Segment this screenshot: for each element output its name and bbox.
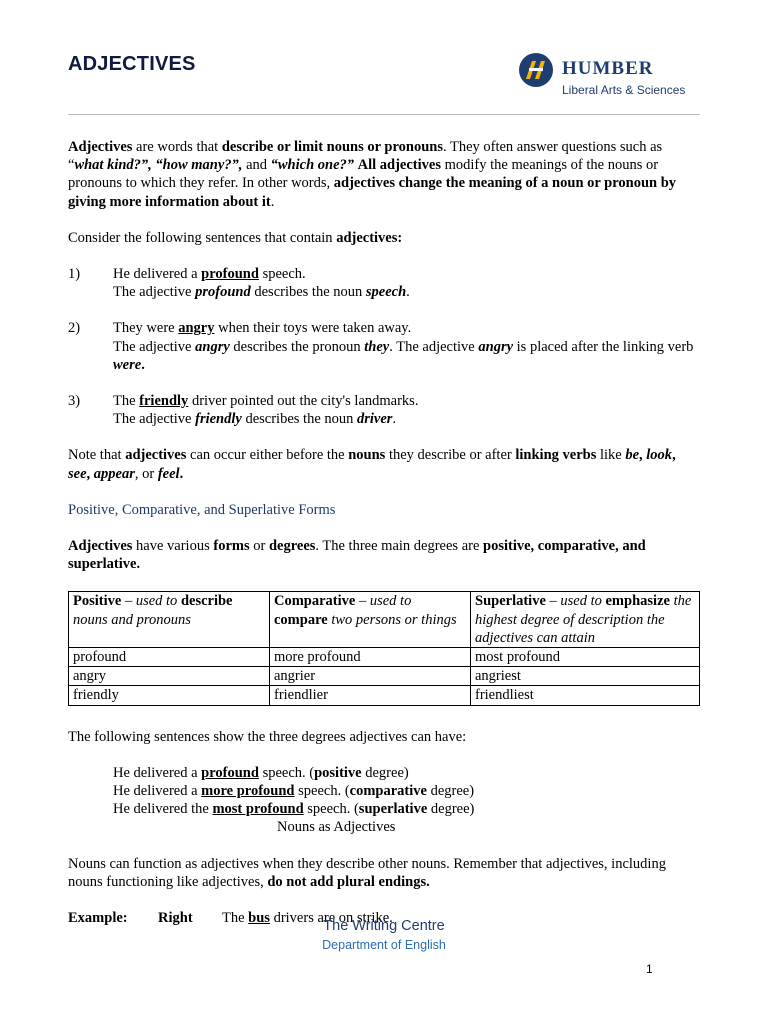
header-positive: Positive – used to describe nouns and pronouns [69, 592, 270, 648]
table-row [69, 686, 700, 705]
intro-paragraph: Adjectives are words that describe or limit nouns or pronouns. They often answer questions such as “what kind?”, “how many?”, and “which one?” All adjectives modify the meanings of the nouns or pronouns to which they refer. In other words, adjectives change the meaning of a noun or pronoun by giving more information about it. [68, 139, 677, 210]
table-cell: most profound [471, 648, 700, 667]
consider-line: Consider the following sentences that contain adjectives: [68, 229, 403, 246]
logo-subtitle: Liberal Arts & Sciences [562, 83, 686, 97]
degree-example-comparative: He delivered a more profound speech. (comparative degree) [113, 783, 475, 800]
table-cell: profound [69, 648, 270, 667]
footer-department: Department of English [322, 938, 446, 952]
footer-writing-centre: The Writing Centre [323, 918, 445, 934]
example-2: 2) They were angry when their toys were taken away. The adjective angry describes the pronoun they. The adjective angry is placed after the linking verb were. [68, 320, 694, 373]
table-row [69, 667, 700, 686]
example-3: 3) The friendly driver pointed out the city's landmarks. The adjective friendly describes the noun driver. [68, 393, 419, 428]
page-title: ADJECTIVES [68, 53, 196, 75]
table-cell: more profound [270, 648, 471, 667]
page-number: 1 [646, 962, 653, 976]
note-paragraph: Note that adjectives can occur either before the nouns they describe or after linking verbs like be, look, see, appear, or feel. [68, 447, 676, 482]
table-cell: friendly [69, 686, 270, 705]
logo-name: HUMBER [562, 58, 654, 79]
example-1: 1) He delivered a profound speech. The adjective profound describes the noun speech. [68, 266, 410, 301]
degree-examples [113, 764, 700, 819]
table-row [69, 648, 700, 667]
example-line: Example: Right The bus drivers are on strike. [68, 910, 393, 927]
table-cell: angrier [270, 667, 471, 686]
table-cell: angry [69, 667, 270, 686]
table-cell: friendliest [471, 686, 700, 705]
section-heading: Positive, Comparative, and Superlative Forms [68, 501, 336, 518]
nouns-heading: Nouns as Adjectives [277, 819, 396, 836]
document-body [68, 138, 700, 927]
table-header-row [69, 592, 700, 648]
header-divider [68, 114, 700, 115]
three-degrees-intro: The following sentences show the three degrees adjectives can have: [68, 728, 467, 745]
degree-example-superlative: He delivered the most profound speech. (superlative degree) [113, 801, 475, 818]
degrees-paragraph: Adjectives have various forms or degrees. The three main degrees are positive, comparative, and superlative. [68, 538, 646, 573]
table-cell: friendlier [270, 686, 471, 705]
humber-shield-icon [518, 52, 554, 88]
table-cell: angriest [471, 667, 700, 686]
degree-example-positive: He delivered a profound speech. (positive degree) [113, 764, 409, 781]
header-superlative: Superlative – used to emphasize the highest degree of description the adjectives can attain [471, 592, 700, 648]
degrees-table [68, 591, 700, 705]
nouns-paragraph: Nouns can function as adjectives when they describe other nouns. Remember that adjectives, including nouns functioning like adjectives, do not add plural endings. [68, 855, 666, 890]
humber-logo [518, 52, 708, 102]
header-comparative: Comparative – used to compare two persons or things [270, 592, 471, 648]
